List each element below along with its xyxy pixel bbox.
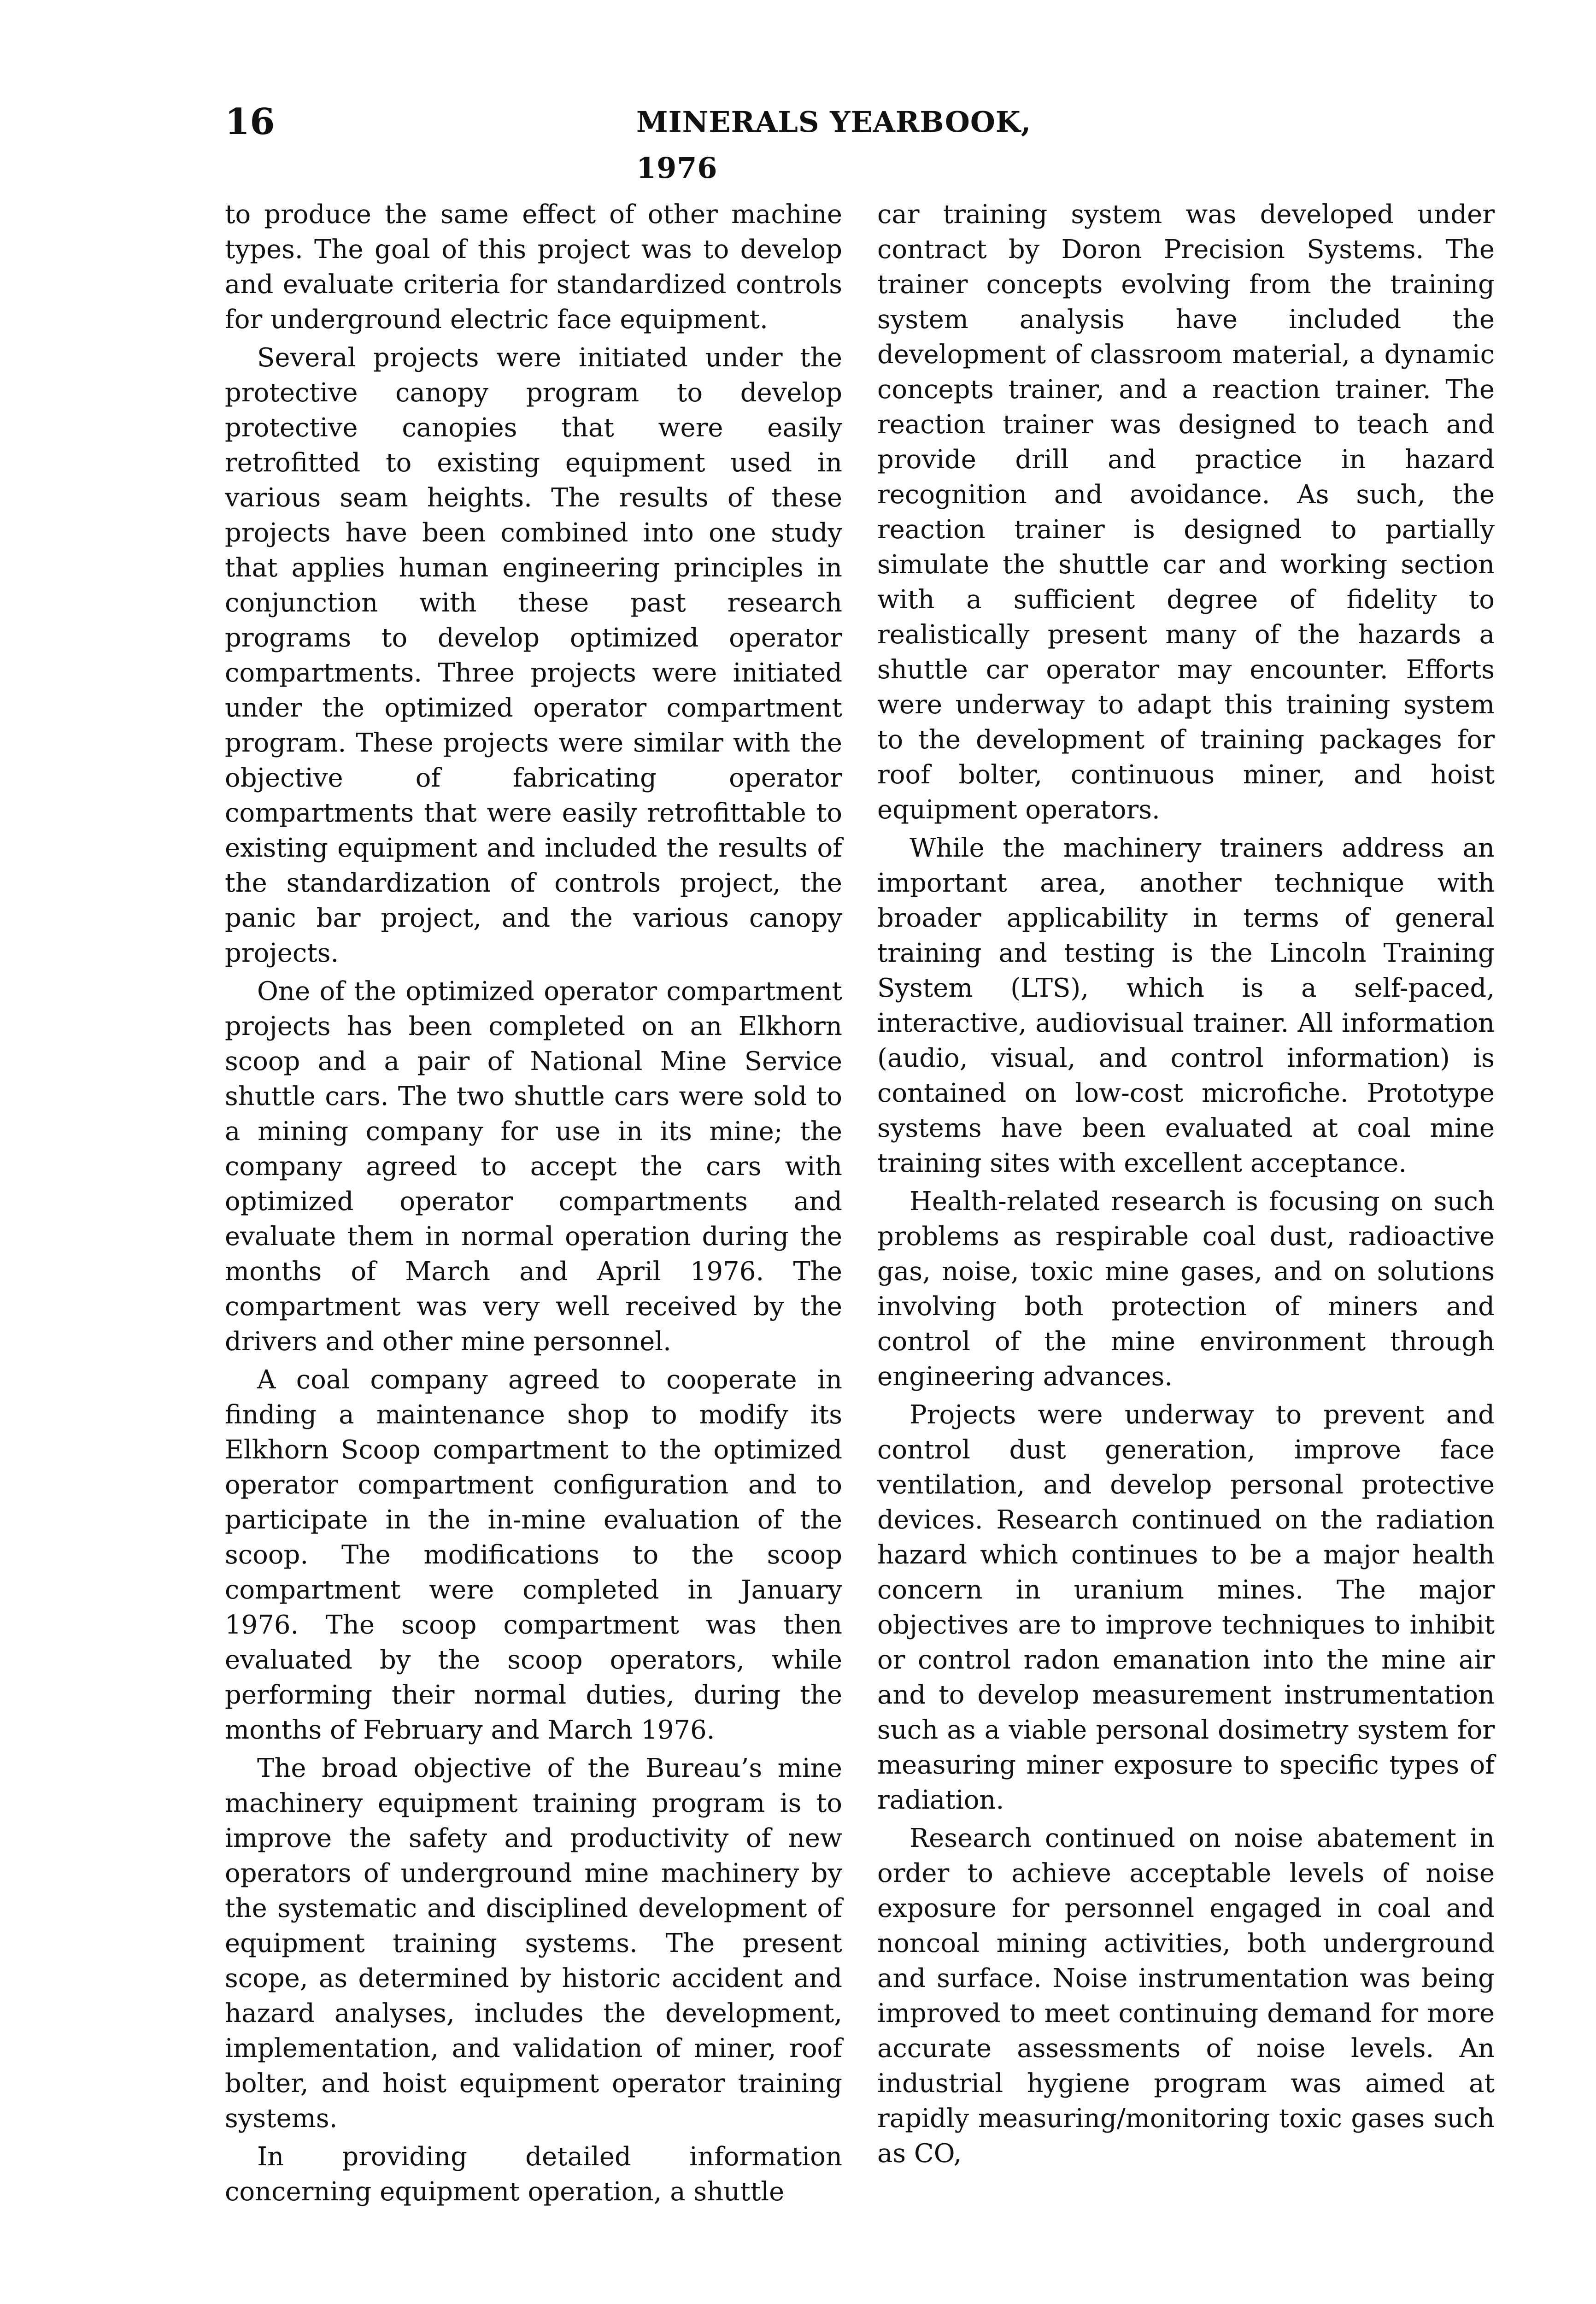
paragraph: to produce the same effect of other machine types. The goal of this project was to develop and evaluate criteria for standardized controls for underground electric face equipment. bbox=[225, 200, 842, 335]
left-column bbox=[225, 197, 842, 2213]
right-column bbox=[877, 197, 1495, 2175]
paragraph: Projects were underway to prevent and control dust generation, improve face ventilation, and develop personal protective devices. Research continued on the radiation hazard which continues to be a major health concern in uranium mines. The major objectives are to improve techniques to inhibit or control radon emanation into the mine air and to develop measurement instrumentation such as a viable personal dosimetry system for measuring miner exposure to specific types of radiation. bbox=[877, 1400, 1495, 1815]
paragraph: Several projects were initiated under the protective canopy program to develop protective canopies that were easily retrofitted to existing equipment used in various seam heights. The results of these projects have been combined into one study that applies human engineering principles in conjunction with these past research programs to develop optimized operator compartments. Three projects were initiated under the optimized operator compartment program. These projects were similar with the objective of fabricating operator compartments that were easily retrofittable to existing equipment and included the results of the standardization of controls project, the panic bar project, and the various canopy projects. bbox=[225, 343, 842, 968]
paragraph: While the machinery trainers address an important area, another technique with broader applicability in terms of general training and testing is the Lincoln Training System (LTS), which is a self-paced, interactive, audiovisual trainer. All information (audio, visual, and control information) is contained on low-cost microfiche. Prototype systems have been evaluated at coal mine training sites with excellent acceptance. bbox=[877, 833, 1495, 1178]
paragraph: The broad objective of the Bureau’s mine machinery equipment training program is to improve the safety and productivity of new operators of underground mine machinery by the systematic and disciplined development of equipment training systems. The present scope, as determined by historic accident and hazard analyses, includes the development, implementation, and validation of miner, roof bolter, and hoist equipment operator training systems. bbox=[225, 1753, 842, 2134]
running-title: MINERALS YEARBOOK, 1976 bbox=[636, 105, 1032, 185]
page-header bbox=[225, 99, 1091, 185]
paragraph: car training system was developed under contract by Doron Precision Systems. The trainer concepts evolving from the training system analysis have included the development of classroom material, a dynamic concepts trainer, and a reaction trainer. The reaction trainer was designed to teach and provide drill and practice in hazard recognition and avoidance. As such, the reaction trainer is designed to partially simulate the shuttle car and working section with a sufficient degree of fidelity to realistically present many of the hazards a shuttle car operator may encounter. Efforts were underway to adapt this training system to the development of training packages for roof bolter, continuous miner, and hoist equipment operators. bbox=[877, 200, 1495, 825]
paragraph: Health-related research is focusing on such problems as respirable coal dust, radioactive gas, noise, toxic mine gases, and on solutions involving both protection of miners and control of the mine environment through engineering advances. bbox=[877, 1187, 1495, 1392]
paragraph: In providing detailed information concerning equipment operation, a shuttle bbox=[225, 2142, 842, 2207]
page-number: 16 bbox=[225, 101, 275, 143]
paragraph: Research continued on noise abatement in order to achieve acceptable levels of noise exposure for personnel engaged in coal and noncoal mining activities, both underground and surface. Noise instrumentation was being improved to meet continuing demand for more accurate assessments of noise levels. An industrial hygiene program was aimed at rapidly measuring/monitoring toxic gases such as CO, bbox=[877, 1823, 1495, 2169]
paragraph: One of the optimized operator compartment projects has been completed on an Elkhorn scoop and a pair of National Mine Service shuttle cars. The two shuttle cars were sold to a mining company for use in its mine; the company agreed to accept the cars with optimized operator compartments and evaluate them in normal operation during the months of March and April 1976. The compartment was very well received by the drivers and other mine personnel. bbox=[225, 976, 842, 1357]
paragraph: A coal company agreed to cooperate in finding a maintenance shop to modify its Elkhorn Scoop compartment to the optimized operator compartment configuration and to participate in the in-mine evaluation of the scoop. The modifications to the scoop compartment were completed in January 1976. The scoop compartment was then evaluated by the scoop operators, while performing their normal duties, during the months of February and March 1976. bbox=[225, 1365, 842, 1745]
